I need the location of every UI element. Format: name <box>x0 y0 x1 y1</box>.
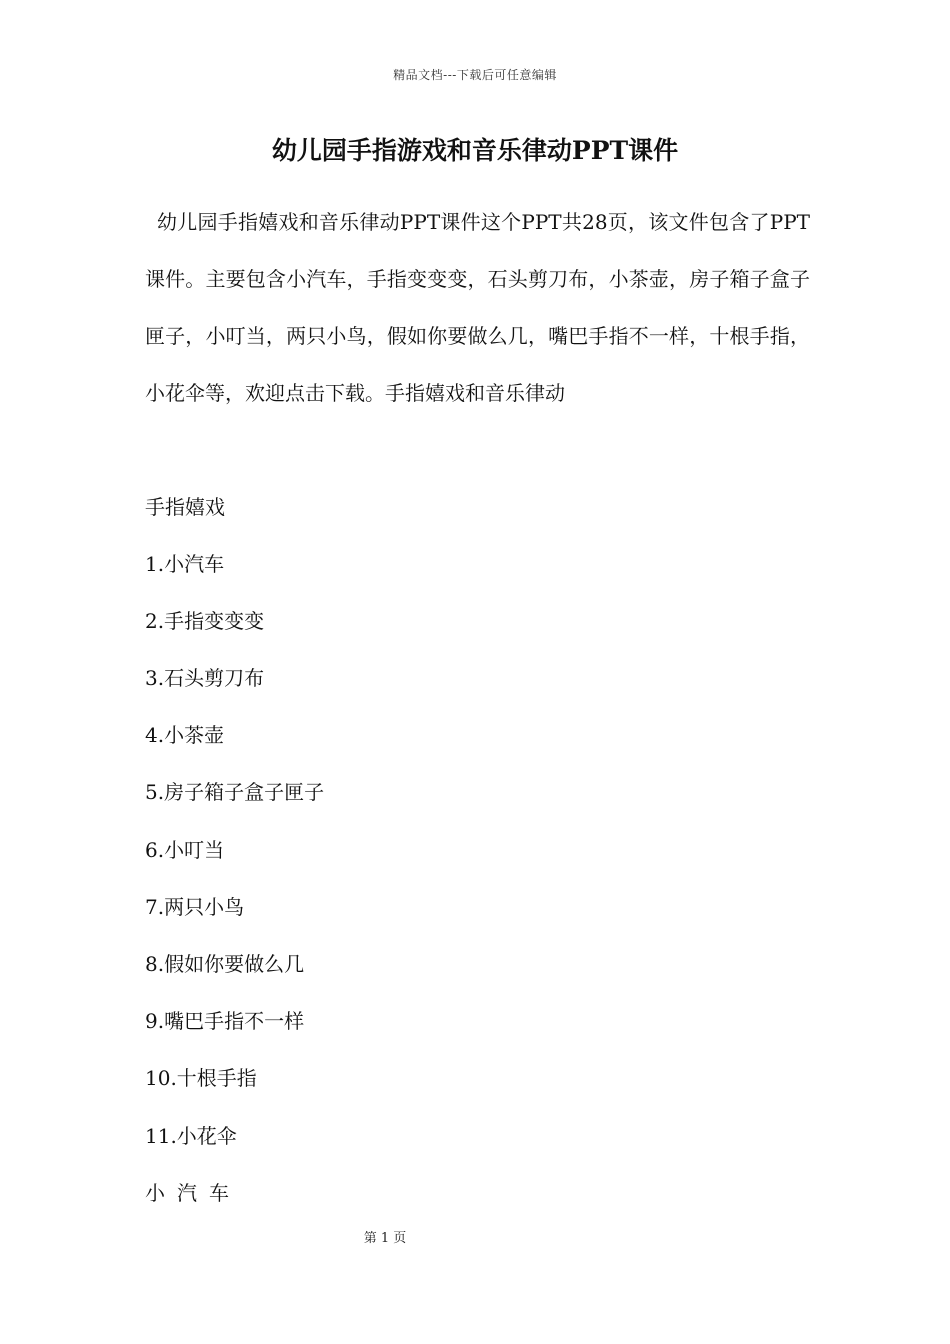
intro-paragraph: 幼儿园手指嬉戏和音乐律动PPT课件这个PPT共28页，该文件包含了PPT课件。主要包含小汽车，手指变变变，石头剪刀布，小茶壶，房子箱子盒子匣子，小叮当，两只小鸟，假如你要做么几，嘴巴手指不一样，十根手指，小花伞等，欢迎点击下载。手指嬉戏和音乐律动 <box>145 210 810 405</box>
list-item: 3.石头剪刀布 <box>145 666 265 690</box>
list-item: 9.嘴巴手指不一样 <box>145 1009 305 1033</box>
list-item: 1.小汽车 <box>145 552 225 576</box>
list-heading: 手指嬉戏 <box>145 495 225 519</box>
list-item: 4.小茶壶 <box>145 723 225 747</box>
list-item: 8.假如你要做么几 <box>145 952 305 976</box>
list-item: 5.房子箱子盒子匣子 <box>145 780 325 804</box>
list-item: 10.十根手指 <box>145 1066 257 1090</box>
page-header-note: 精品文档---下载后可任意编辑 <box>393 68 557 82</box>
section-heading: 小汽车 <box>145 1181 241 1205</box>
list-item: 11.小花伞 <box>145 1124 237 1148</box>
list-item: 2.手指变变变 <box>145 609 265 633</box>
list-item: 7.两只小鸟 <box>145 895 245 919</box>
list-item: 6.小叮当 <box>145 838 225 862</box>
document-title: 幼儿园手指游戏和音乐律动PPT课件 <box>271 136 679 165</box>
page-number: 第 1 页 <box>363 1231 407 1246</box>
